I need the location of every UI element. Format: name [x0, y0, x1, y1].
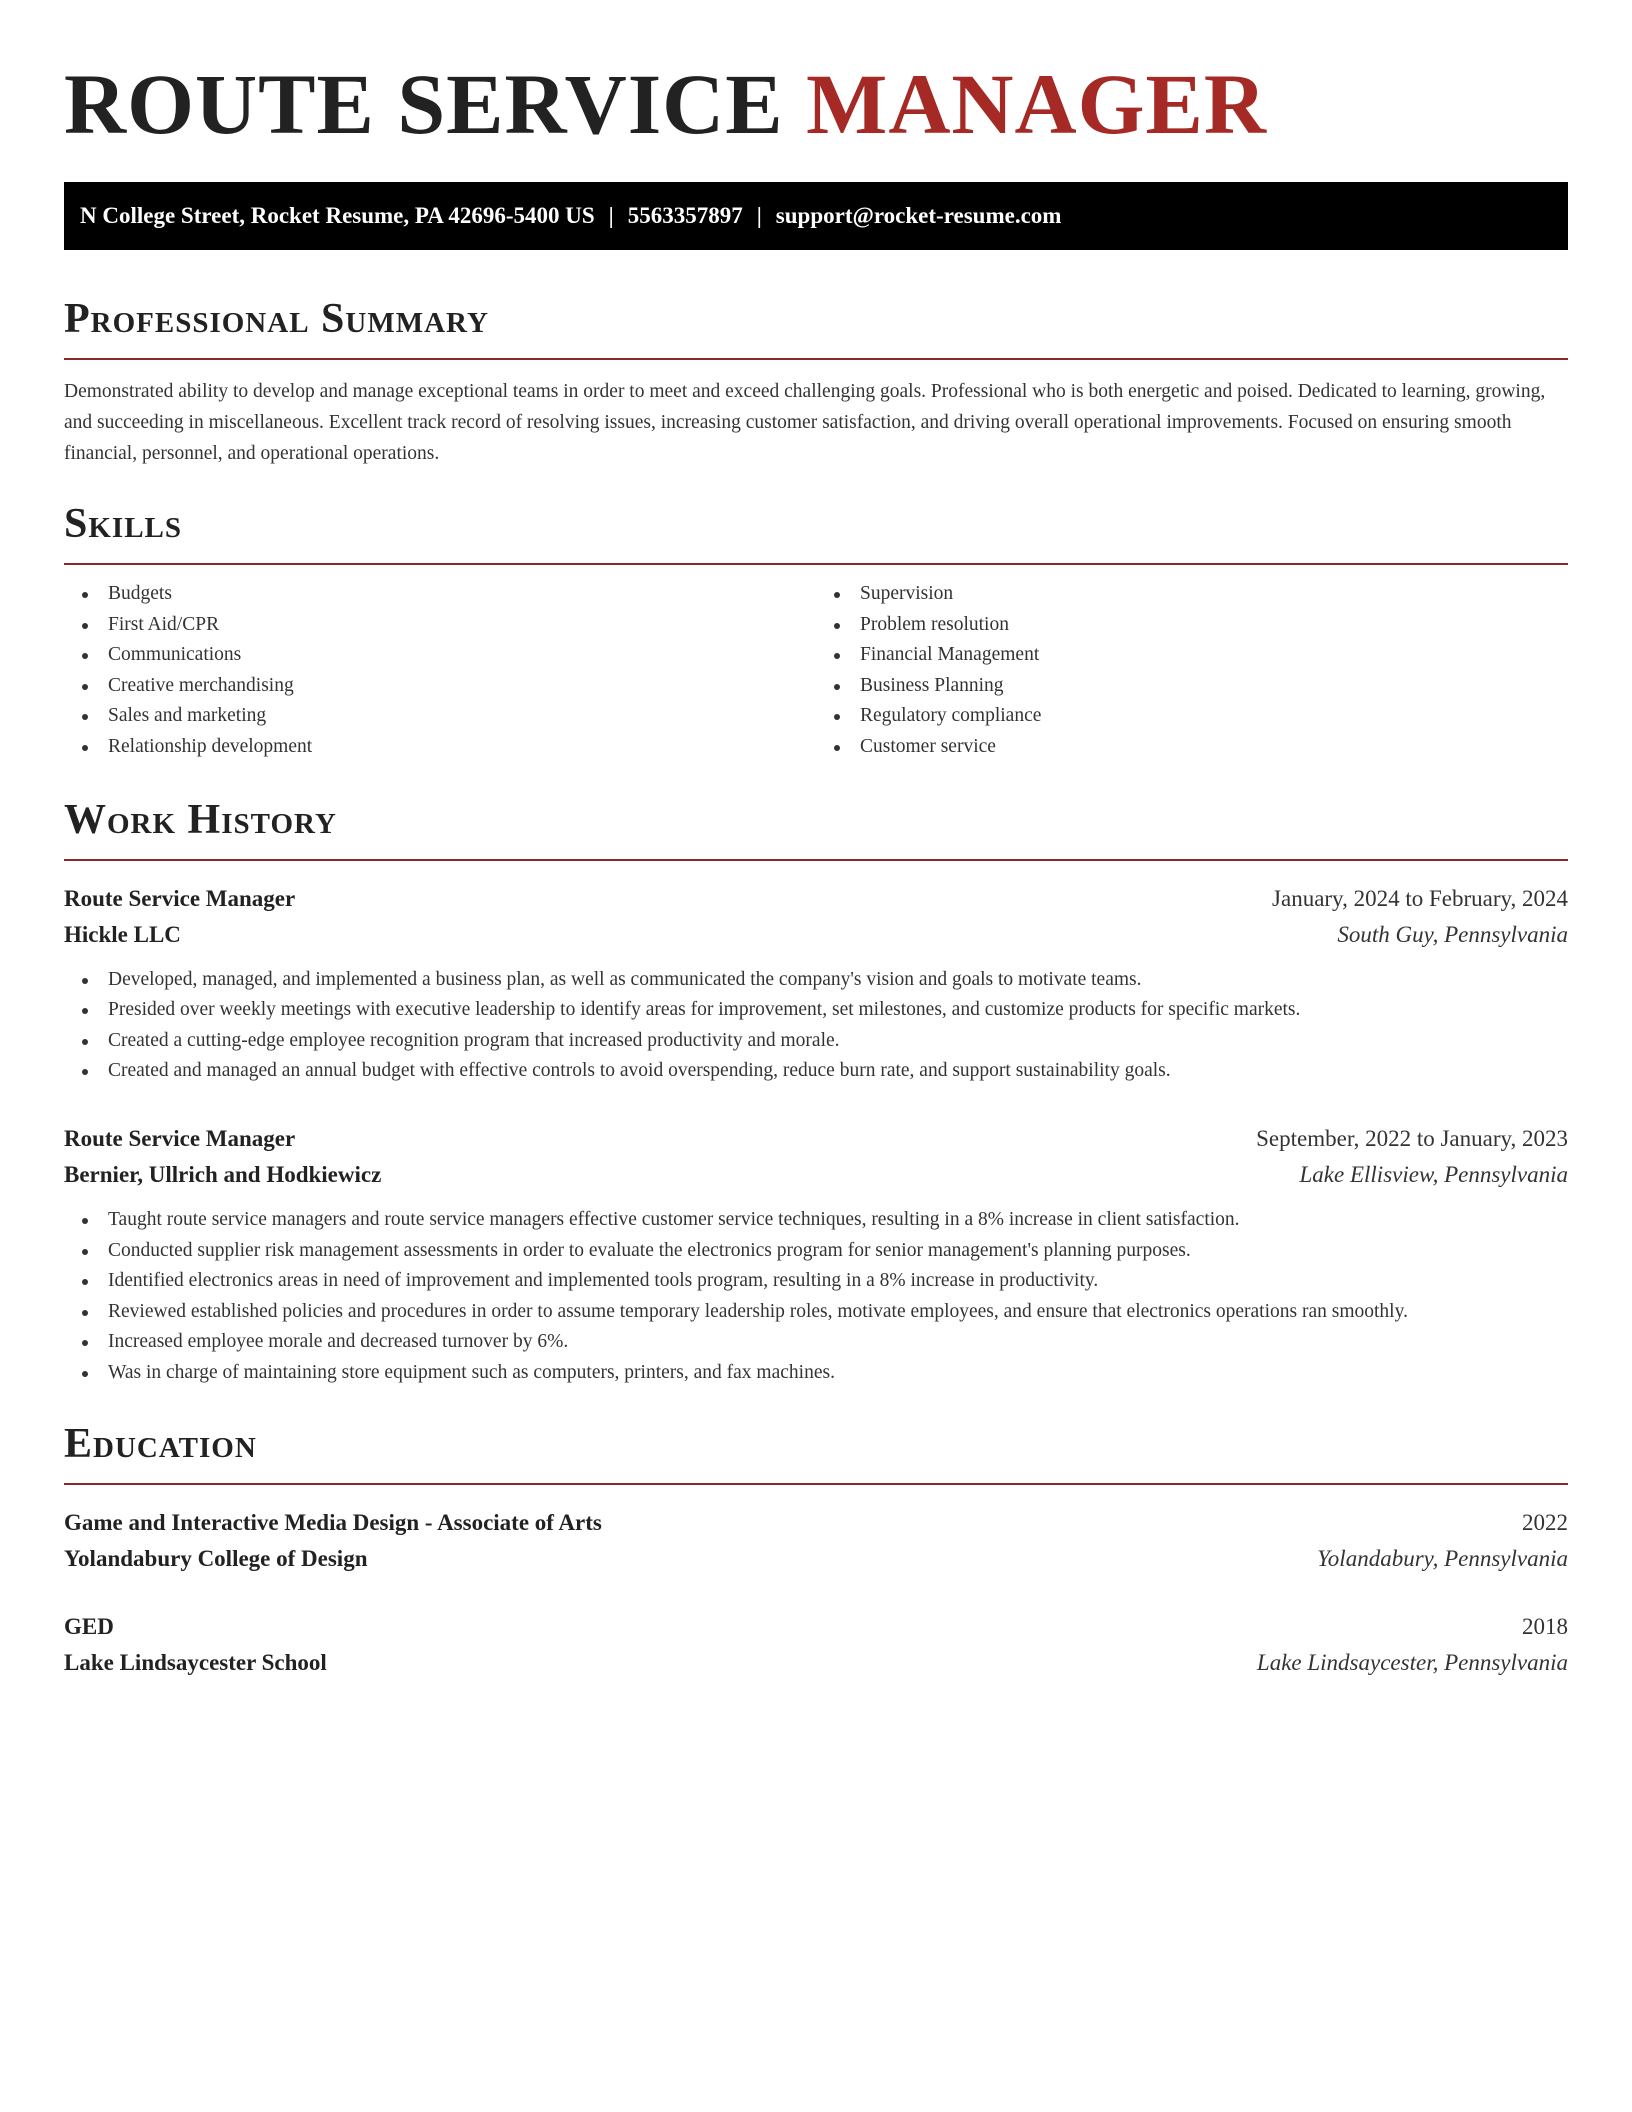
title-main: ROUTE SERVICE: [64, 56, 784, 152]
job-location: Lake Ellisview, Pennsylvania: [1299, 1161, 1568, 1187]
job-dates: January, 2024 to February, 2024: [1272, 885, 1568, 911]
contact-address: N College Street, Rocket Resume, PA 42696-5400 US: [80, 203, 595, 228]
job-bullet: Reviewed established policies and procedures in order to assume temporary leadership roles, motivate employees, and ensure that electronics operations ran smoothly.: [64, 1297, 1568, 1328]
education-school-row: [64, 1645, 1568, 1681]
education-school: Lake Lindsaycester School: [64, 1649, 327, 1675]
education-location: Lake Lindsaycester, Pennsylvania: [1256, 1649, 1568, 1675]
job-bullet: Was in charge of maintaining store equipment such as computers, printers, and fax machines.: [64, 1358, 1568, 1389]
job-bullet: Identified electronics areas in need of improvement and implemented tools program, resulting in a 8% increase in productivity.: [64, 1266, 1568, 1297]
work-history-section: [64, 795, 1568, 1389]
education-school-row: [64, 1541, 1568, 1577]
job-title: Route Service Manager: [64, 885, 296, 911]
contact-separator: |: [608, 203, 614, 228]
job-bullets: [64, 1205, 1568, 1389]
skills-heading: Skills: [64, 501, 183, 547]
education-school: Yolandabury College of Design: [64, 1545, 368, 1571]
contact-email[interactable]: support@rocket-resume.com: [775, 203, 1062, 228]
education-degree-row: [64, 1505, 1568, 1541]
education-year: 2022: [1522, 1509, 1568, 1535]
job-entry: [64, 881, 1568, 1087]
skill-item: Customer service: [816, 732, 1568, 763]
job-bullet: Increased employee morale and decreased turnover by 6%.: [64, 1327, 1568, 1358]
job-title: Route Service Manager: [64, 1125, 296, 1151]
education-degree-row: [64, 1609, 1568, 1645]
job-bullet: Taught route service managers and route service managers effective customer service techniques, resulting in a 8% increase in client satisfaction.: [64, 1205, 1568, 1236]
job-company: Hickle LLC: [64, 921, 181, 947]
education-location: Yolandabury, Pennsylvania: [1317, 1545, 1568, 1571]
job-dates: September, 2022 to January, 2023: [1256, 1125, 1568, 1151]
skill-item: Communications: [64, 640, 816, 671]
section-divider: [64, 1483, 1568, 1485]
job-bullet: Created and managed an annual budget with effective controls to avoid overspending, reduce burn rate, and support sustainability goals.: [64, 1056, 1568, 1087]
education-year: 2018: [1522, 1613, 1568, 1639]
job-bullets: [64, 965, 1568, 1087]
page-title: [64, 54, 1568, 154]
skill-item: Supervision: [816, 579, 1568, 610]
section-divider: [64, 859, 1568, 861]
education-entry: [64, 1609, 1568, 1681]
skills-section: [64, 499, 1568, 763]
education-section: [64, 1419, 1568, 1681]
contact-bar: [64, 182, 1568, 250]
skill-item: Relationship development: [64, 732, 816, 763]
contact-separator: |: [756, 203, 762, 228]
education-degree: GED: [64, 1613, 114, 1639]
skills-column-right: [816, 579, 1568, 763]
work-history-heading: Work History: [64, 796, 337, 843]
skill-item: First Aid/CPR: [64, 610, 816, 641]
title-accent: MANAGER: [806, 56, 1268, 152]
summary-section: [64, 294, 1568, 469]
job-title-row: [64, 1121, 1568, 1157]
contact-phone[interactable]: 5563357897: [627, 203, 743, 228]
skill-item: Business Planning: [816, 671, 1568, 702]
summary-text: Demonstrated ability to develop and manage exceptional teams in order to meet and exceed challenging goals. Professional who is both energetic and poised. Dedicated to learning, growing, and succeeding in miscellaneous. Excellent track record of resolving issues, increasing customer satisfaction, and driving overall operational improvements. Focused on ensuring smooth financial, personnel, and operational operations.: [64, 381, 1546, 464]
job-company-row: [64, 917, 1568, 953]
job-location: South Guy, Pennsylvania: [1337, 921, 1568, 947]
job-company-row: [64, 1157, 1568, 1193]
job-bullet: Created a cutting-edge employee recognition program that increased productivity and morale.: [64, 1026, 1568, 1057]
skill-item: Problem resolution: [816, 610, 1568, 641]
job-bullet: Conducted supplier risk management assessments in order to evaluate the electronics program for senior management's planning purposes.: [64, 1236, 1568, 1267]
skill-item: Regulatory compliance: [816, 701, 1568, 732]
skill-item: Financial Management: [816, 640, 1568, 671]
education-entry: [64, 1505, 1568, 1577]
summary-heading: Professional Summary: [64, 296, 489, 342]
job-entry: [64, 1121, 1568, 1389]
job-title-row: [64, 881, 1568, 917]
section-divider: [64, 563, 1568, 565]
job-bullet: Developed, managed, and implemented a business plan, as well as communicated the company's vision and goals to motivate teams.: [64, 965, 1568, 996]
education-degree: Game and Interactive Media Design - Associate of Arts: [64, 1509, 602, 1535]
skills-grid: [64, 579, 1568, 763]
skill-item: Creative merchandising: [64, 671, 816, 702]
job-company: Bernier, Ullrich and Hodkiewicz: [64, 1161, 382, 1187]
skill-item: Sales and marketing: [64, 701, 816, 732]
skill-item: Budgets: [64, 579, 816, 610]
section-divider: [64, 358, 1568, 360]
job-bullet: Presided over weekly meetings with executive leadership to identify areas for improvement, set milestones, and customize products for specific markets.: [64, 995, 1568, 1026]
skills-column-left: [64, 579, 816, 763]
education-heading: Education: [64, 1420, 257, 1467]
